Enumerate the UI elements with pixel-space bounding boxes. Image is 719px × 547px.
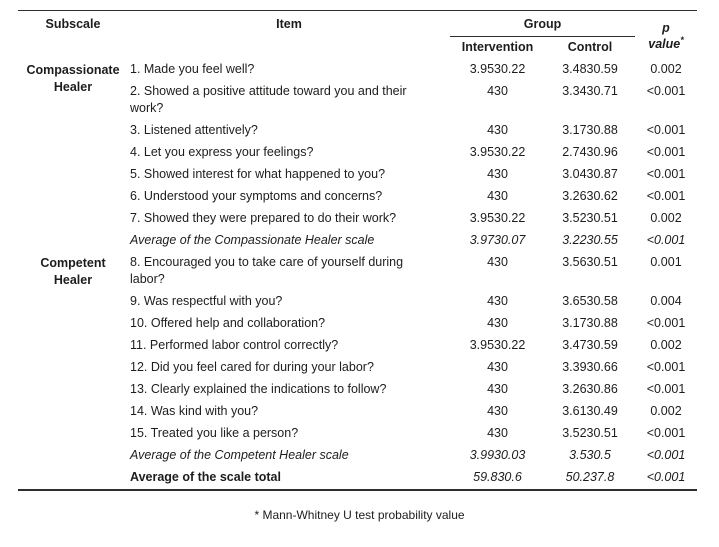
control-value: 3.4730.59 <box>562 338 618 352</box>
control-value: 3.6130.49 <box>562 404 618 418</box>
intervention-value: 3.9730.07 <box>469 233 526 247</box>
p-value: 0.004 <box>650 294 682 308</box>
col-header-p-value <box>635 11 697 59</box>
results-table <box>18 10 697 491</box>
item-cell: 14. Was kind with you? <box>130 404 259 418</box>
intervention-value: 3.9530.22 <box>469 62 526 76</box>
p-value: <0.001 <box>646 448 686 462</box>
control-value: 3.0430.87 <box>562 167 618 181</box>
subscale-label-competent: Competent Healer <box>40 255 106 287</box>
control-value: 3.5230.51 <box>562 211 618 225</box>
p-value: 0.001 <box>650 255 682 269</box>
item-cell: Average of the scale total <box>130 470 281 484</box>
control-value: 3.6530.58 <box>562 294 618 308</box>
intervention-value: 430 <box>487 84 508 98</box>
control-value: 3.4830.59 <box>562 62 618 76</box>
intervention-value: 3.9530.22 <box>469 338 526 352</box>
item-cell: 5. Showed interest for what happened to you? <box>130 167 386 181</box>
p-value: <0.001 <box>646 316 686 330</box>
intervention-value: 430 <box>487 167 508 181</box>
control-value: 3.5230.51 <box>562 426 618 440</box>
footnote: * Mann-Whitney U test probability value <box>254 508 465 522</box>
intervention-value: 430 <box>487 360 508 374</box>
header-row-1 <box>18 11 697 37</box>
control-value: 3.1730.88 <box>562 316 618 330</box>
intervention-value: 430 <box>487 255 508 269</box>
p-value: <0.001 <box>646 233 686 247</box>
intervention-value: 59.830.6 <box>473 470 522 484</box>
p-value: <0.001 <box>646 145 686 159</box>
p-value: <0.001 <box>646 360 686 374</box>
control-value: 3.530.5 <box>569 448 611 462</box>
subscale-label-compassionate: Compassionate Healer <box>26 62 120 94</box>
p-value: <0.001 <box>646 470 686 484</box>
control-value: 3.5630.51 <box>562 255 618 269</box>
intervention-value: 430 <box>487 426 508 440</box>
intervention-value: 3.9530.22 <box>469 145 526 159</box>
item-cell: 1. Made you feel well? <box>130 62 255 76</box>
intervention-value: 430 <box>487 294 508 308</box>
p-value: 0.002 <box>650 211 682 225</box>
col-header-item: Item <box>276 17 302 31</box>
p-value: <0.001 <box>646 123 686 137</box>
intervention-value: 430 <box>487 316 508 330</box>
col-header-subscale: Subscale <box>45 17 101 31</box>
table-header <box>18 11 697 59</box>
item-cell: Average of the Competent Healer scale <box>130 448 349 462</box>
control-value: 3.1730.88 <box>562 123 618 137</box>
table-body <box>18 59 697 490</box>
control-value: 3.2630.86 <box>562 382 618 396</box>
intervention-value: 430 <box>487 382 508 396</box>
table-row <box>18 252 697 291</box>
intervention-value: 3.9530.22 <box>469 211 526 225</box>
control-value: 50.237.8 <box>565 470 615 484</box>
item-cell: Average of the Compassionate Healer scale <box>130 233 375 247</box>
p-value: <0.001 <box>646 167 686 181</box>
item-cell: 2. Showed a positive attitude toward you and their work? <box>130 84 407 115</box>
control-value: 3.2230.55 <box>562 233 618 247</box>
item-cell: 6. Understood your symptoms and concerns? <box>130 189 383 203</box>
p-value: <0.001 <box>646 84 686 98</box>
intervention-value: 430 <box>487 404 508 418</box>
item-cell: 15. Treated you like a person? <box>130 426 299 440</box>
control-value: 3.3430.71 <box>562 84 618 98</box>
item-cell: 3. Listened attentively? <box>130 123 258 137</box>
p-value: <0.001 <box>646 382 686 396</box>
p-value: <0.001 <box>646 426 686 440</box>
col-header-intervention: Intervention <box>461 40 534 54</box>
item-cell: 12. Did you feel cared for during your labor? <box>130 360 374 374</box>
col-header-group: Group <box>450 11 635 37</box>
intervention-value: 430 <box>487 189 508 203</box>
p-value: 0.002 <box>650 338 682 352</box>
p-header-asterisk: * <box>680 34 684 45</box>
control-value: 2.7430.96 <box>562 145 618 159</box>
col-header-control: Control <box>567 40 613 54</box>
control-value: 3.3930.66 <box>562 360 618 374</box>
item-cell: 10. Offered help and collaboration? <box>130 316 326 330</box>
p-header-line2: value <box>648 36 681 51</box>
table-row <box>18 59 697 81</box>
intervention-value: 3.9930.03 <box>469 448 526 462</box>
item-cell: 7. Showed they were prepared to do their work? <box>130 211 397 225</box>
item-cell: 8. Encouraged you to take care of yourself during labor? <box>130 255 404 286</box>
p-value: 0.002 <box>650 404 682 418</box>
item-cell: 4. Let you express your feelings? <box>130 145 314 159</box>
p-header-line1: p <box>662 20 670 35</box>
p-value: 0.002 <box>650 62 682 76</box>
item-cell: 13. Clearly explained the indications to follow? <box>130 382 387 396</box>
item-cell: 11. Performed labor control correctly? <box>130 338 339 352</box>
item-cell: 9. Was respectful with you? <box>130 294 283 308</box>
p-value: <0.001 <box>646 189 686 203</box>
control-value: 3.2630.62 <box>562 189 618 203</box>
intervention-value: 430 <box>487 123 508 137</box>
